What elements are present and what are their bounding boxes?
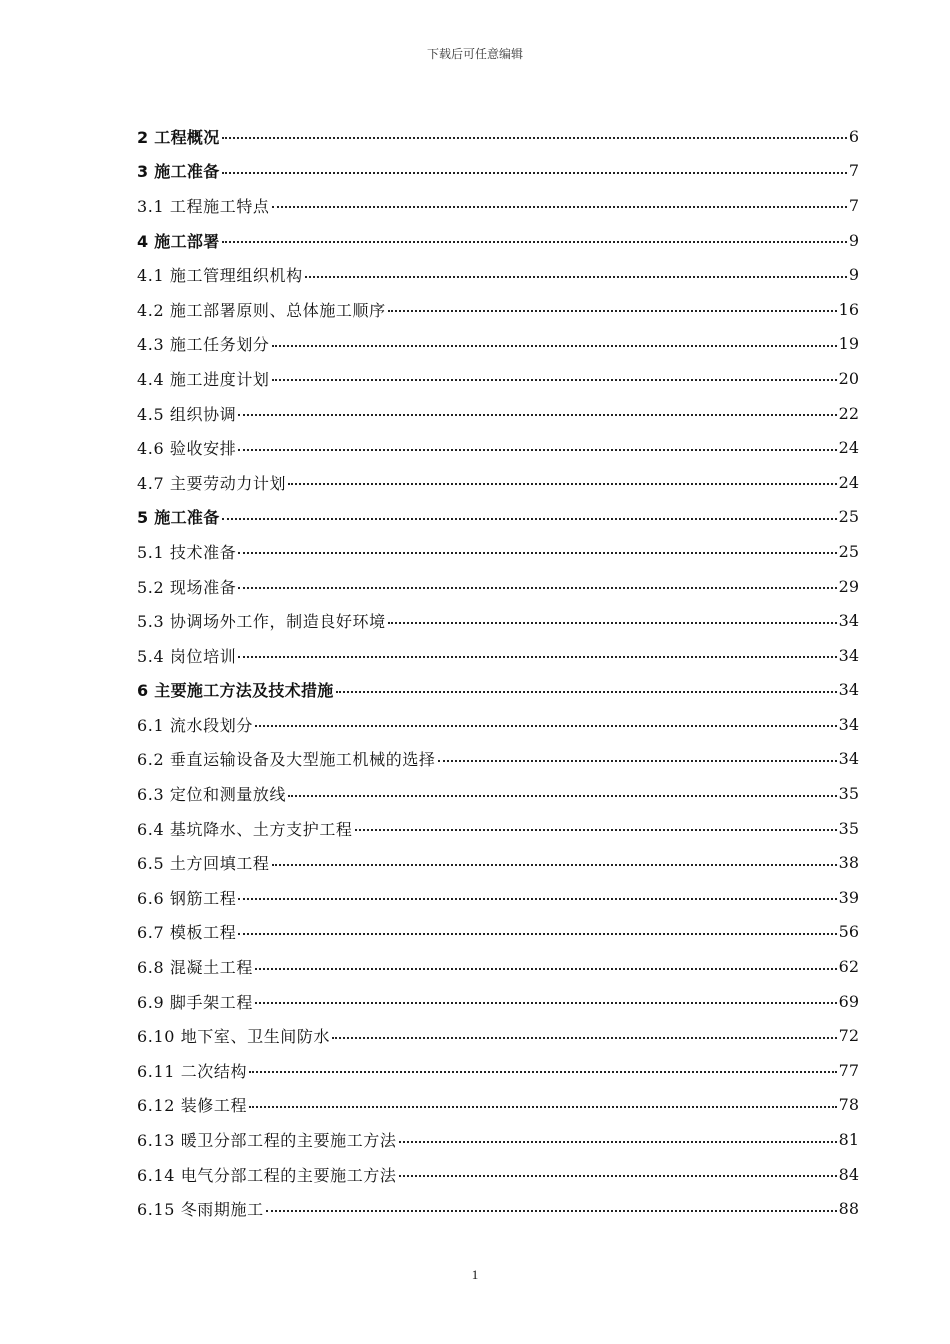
toc-entry-page: 78	[838, 1095, 859, 1115]
toc-entry-title: 6.6 钢筋工程	[137, 888, 237, 908]
toc-dot-leader	[249, 1060, 837, 1080]
toc-entry[interactable]	[137, 1088, 859, 1123]
toc-entry-title: 6.15 冬雨期施工	[137, 1200, 264, 1220]
toc-entry-title: 5.2 现场准备	[137, 577, 237, 597]
toc-entry-page: 69	[838, 991, 859, 1011]
toc-entry[interactable]	[137, 915, 859, 950]
toc-dot-leader	[266, 1199, 837, 1219]
toc-entry-page: 24	[838, 438, 859, 458]
toc-entry-page: 9	[848, 265, 859, 285]
toc-entry-page: 62	[838, 957, 859, 977]
toc-entry-title: 6.13 暖卫分部工程的主要施工方法	[137, 1131, 397, 1151]
toc-entry-page: 25	[838, 507, 859, 527]
toc-entry-page: 20	[838, 368, 859, 388]
toc-entry-title: 4.4 施工进度计划	[137, 369, 270, 389]
toc-entry-page: 77	[838, 1060, 859, 1080]
toc-entry-page: 16	[838, 299, 859, 319]
toc-entry-title: 4.1 施工管理组织机构	[137, 266, 303, 286]
toc-dot-leader	[238, 887, 836, 907]
toc-entry-page: 7	[848, 161, 859, 181]
toc-entry-title: 6.12 装修工程	[137, 1096, 248, 1116]
toc-entry[interactable]	[137, 154, 859, 189]
toc-entry-title: 4.6 验收安排	[137, 439, 237, 459]
toc-entry-title: 4.2 施工部署原则、总体施工顺序	[137, 300, 386, 320]
toc-dot-leader	[272, 195, 847, 215]
toc-entry-title: 6.9 脚手架工程	[137, 992, 253, 1012]
toc-dot-leader	[272, 368, 837, 388]
toc-dot-leader	[355, 818, 837, 838]
toc-dot-leader	[336, 680, 837, 700]
toc-dot-leader	[272, 334, 837, 354]
toc-entry-page: 38	[838, 853, 859, 873]
toc-entry-page: 7	[848, 195, 859, 215]
toc-dot-leader	[238, 576, 836, 596]
toc-entry-title: 6.8 混凝土工程	[137, 958, 253, 978]
toc-entry[interactable]	[137, 949, 859, 984]
toc-entry-title: 4.3 施工任务划分	[137, 335, 270, 355]
toc-entry[interactable]	[137, 430, 859, 465]
toc-entry-page: 72	[838, 1026, 859, 1046]
toc-entry-title: 6.3 定位和测量放线	[137, 785, 287, 805]
toc-entry[interactable]	[137, 361, 859, 396]
toc-dot-leader	[238, 438, 836, 458]
toc-entry-page: 81	[838, 1130, 859, 1150]
header-note: 下载后可任意编辑	[426, 47, 523, 61]
toc-entry-title: 5.4 岗位培训	[137, 646, 237, 666]
toc-entry-title: 4.5 组织协调	[137, 404, 237, 424]
toc-dot-leader	[238, 645, 836, 665]
table-of-contents	[137, 119, 859, 1226]
toc-entry[interactable]	[137, 119, 859, 154]
toc-entry[interactable]	[137, 673, 859, 708]
toc-dot-leader	[388, 611, 837, 631]
toc-entry-title: 6.4 基坑降水、土方支护工程	[137, 819, 353, 839]
toc-entry[interactable]	[137, 223, 859, 258]
toc-entry-title: 6.2 垂直运输设备及大型施工机械的选择	[137, 750, 436, 770]
toc-entry-title: 6.5 土方回填工程	[137, 854, 270, 874]
toc-entry-page: 34	[838, 714, 859, 734]
toc-entry[interactable]	[137, 1122, 859, 1157]
toc-entry-title: 6.7 模板工程	[137, 923, 237, 943]
toc-entry-title: 6.14 电气分部工程的主要施工方法	[137, 1165, 397, 1185]
toc-entry[interactable]	[137, 465, 859, 500]
toc-entry-page: 56	[838, 922, 859, 942]
toc-entry-page: 34	[838, 611, 859, 631]
toc-dot-leader	[388, 299, 837, 319]
toc-dot-leader	[438, 749, 837, 769]
toc-entry[interactable]	[137, 603, 859, 638]
toc-entry[interactable]	[137, 327, 859, 362]
toc-entry-page: 34	[838, 645, 859, 665]
toc-entry-page: 84	[838, 1164, 859, 1184]
toc-dot-leader	[222, 126, 847, 146]
toc-entry[interactable]	[137, 1157, 859, 1192]
toc-entry[interactable]	[137, 984, 859, 1019]
toc-entry-page: 24	[838, 472, 859, 492]
toc-dot-leader	[399, 1164, 837, 1184]
toc-entry[interactable]	[137, 811, 859, 846]
toc-entry-page: 88	[838, 1199, 859, 1219]
toc-entry-page: 29	[838, 576, 859, 596]
toc-dot-leader	[238, 403, 836, 423]
toc-dot-leader	[288, 784, 837, 804]
toc-entry[interactable]	[137, 845, 859, 880]
toc-dot-leader	[305, 265, 847, 285]
toc-entry-title: 5 施工准备	[137, 508, 220, 528]
toc-entry-title: 2 工程概况	[137, 127, 220, 147]
toc-entry-page: 34	[838, 749, 859, 769]
toc-entry[interactable]	[137, 1018, 859, 1053]
toc-entry[interactable]	[137, 396, 859, 431]
toc-entry[interactable]	[137, 569, 859, 604]
toc-dot-leader	[238, 922, 836, 942]
toc-entry-page: 9	[848, 230, 859, 250]
toc-entry-page: 39	[838, 887, 859, 907]
toc-entry[interactable]	[137, 292, 859, 327]
toc-entry[interactable]	[137, 257, 859, 292]
toc-entry[interactable]	[137, 500, 859, 535]
toc-entry[interactable]	[137, 1053, 859, 1088]
toc-entry[interactable]	[137, 638, 859, 673]
toc-dot-leader	[399, 1130, 837, 1150]
toc-entry[interactable]	[137, 707, 859, 742]
toc-entry-title: 3 施工准备	[137, 162, 220, 182]
toc-entry-page: 19	[838, 334, 859, 354]
toc-dot-leader	[255, 991, 837, 1011]
toc-entry-title: 6 主要施工方法及技术措施	[137, 681, 334, 701]
toc-entry-page: 34	[838, 680, 859, 700]
toc-dot-leader	[272, 853, 837, 873]
toc-entry-title: 6.11 二次结构	[137, 1061, 248, 1081]
toc-entry[interactable]	[137, 188, 859, 223]
toc-entry-title: 6.1 流水段划分	[137, 715, 253, 735]
toc-dot-leader	[332, 1026, 837, 1046]
toc-dot-leader	[238, 541, 836, 561]
toc-dot-leader	[249, 1095, 837, 1115]
toc-dot-leader	[255, 714, 837, 734]
toc-entry[interactable]	[137, 1191, 859, 1226]
toc-entry-title: 6.10 地下室、卫生间防水	[137, 1027, 331, 1047]
toc-entry-page: 35	[838, 784, 859, 804]
toc-dot-leader	[255, 957, 837, 977]
toc-entry-title: 4.7 主要劳动力计划	[137, 473, 287, 493]
toc-entry-page: 22	[838, 403, 859, 423]
toc-dot-leader	[222, 161, 847, 181]
toc-entry[interactable]	[137, 776, 859, 811]
toc-entry-page: 6	[848, 126, 859, 146]
toc-entry[interactable]	[137, 880, 859, 915]
toc-dot-leader	[288, 472, 837, 492]
toc-entry-title: 4 施工部署	[137, 231, 220, 251]
toc-entry[interactable]	[137, 534, 859, 569]
toc-entry[interactable]	[137, 742, 859, 777]
toc-dot-leader	[222, 230, 847, 250]
page-number: 1	[471, 1267, 479, 1282]
toc-entry-page: 35	[838, 818, 859, 838]
toc-entry-title: 3.1 工程施工特点	[137, 196, 270, 216]
toc-entry-page: 25	[838, 541, 859, 561]
toc-entry-title: 5.3 协调场外工作，制造良好环境	[137, 612, 386, 632]
toc-dot-leader	[222, 507, 837, 527]
toc-entry-title: 5.1 技术准备	[137, 542, 237, 562]
